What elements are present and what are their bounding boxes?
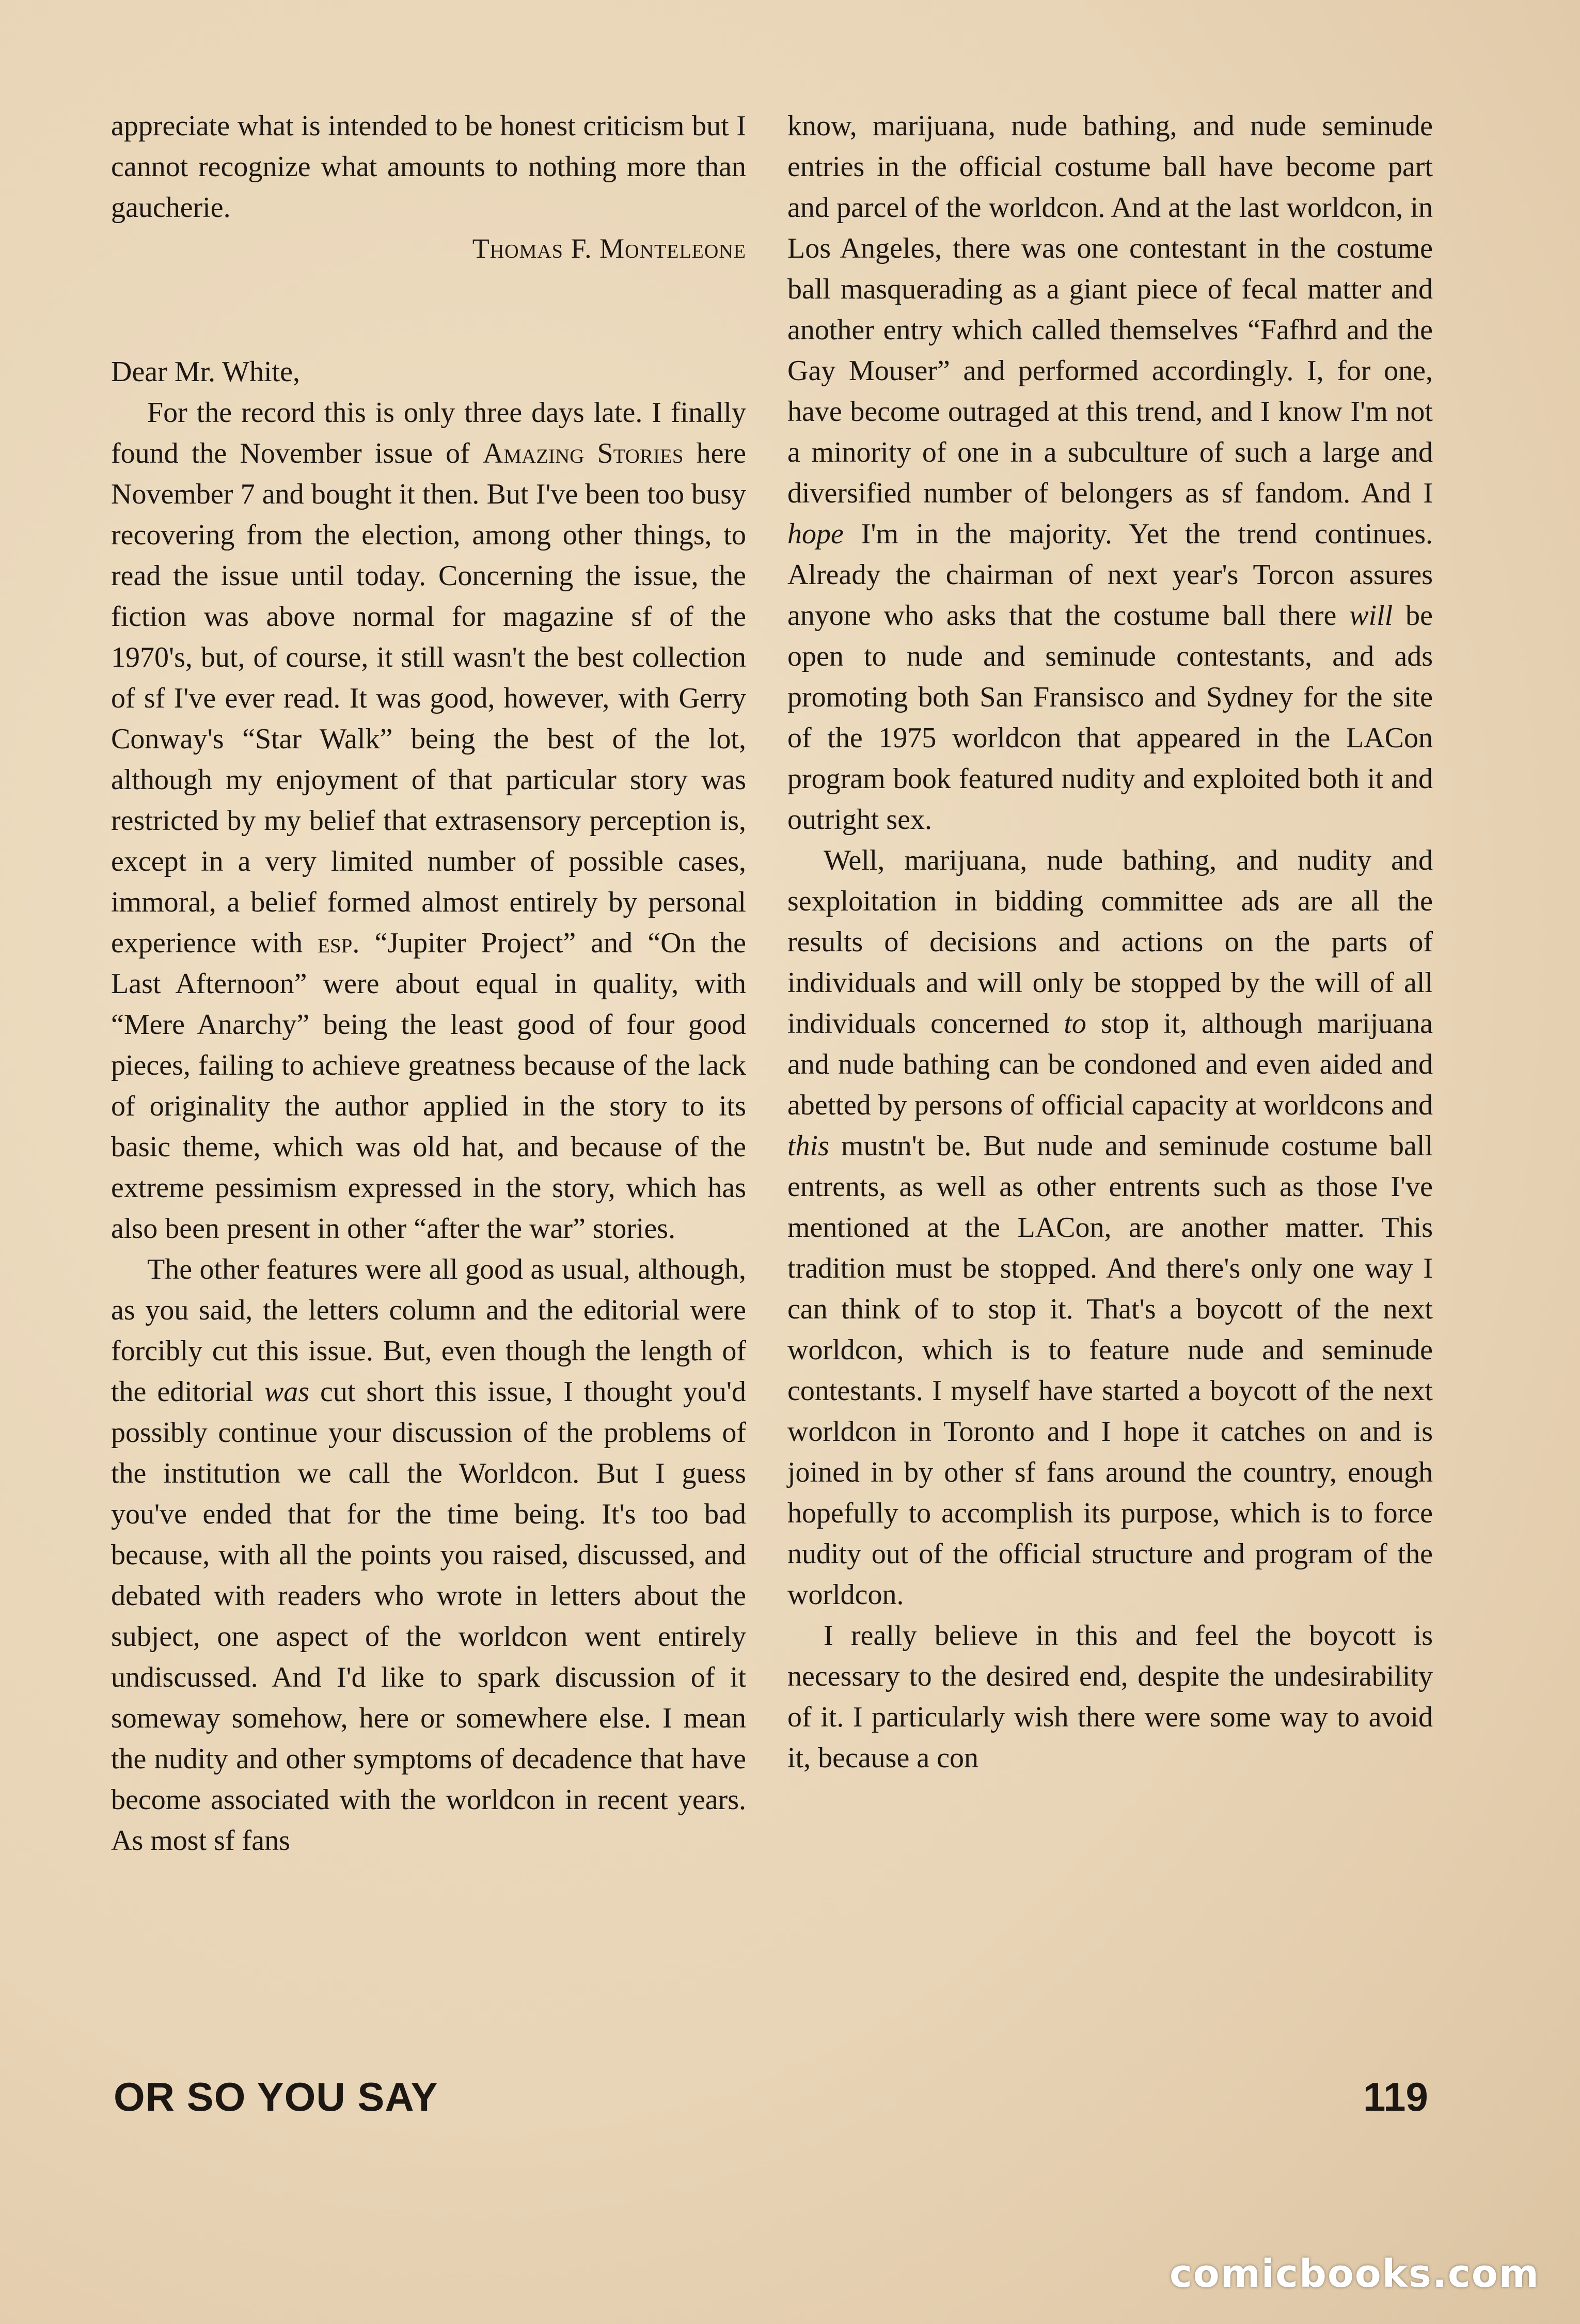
letter-paragraph: For the record this is only three days late. I finally found the November issue of Amazing Stories here November 7 and bought it then. But I've been too busy recovering from the election, among other things, to read the issue until today. Concerning the issue, the fiction was above normal for magazine sf of the 1970's, but, of course, it still wasn't the best collection of sf I've ever read. It was good, however, with Gerry Conway's “Star Walk” being the best of the lot, although my enjoyment of that particular story was restricted by my belief that extrasensory perception is, except in a very limited number of possible cases, immoral, a belief formed almost entirely by personal experience with esp. “Jupiter Project” and “On the Last Afternoon” were about equal in quality, with “Mere Anarchy” being the least good of four good pieces, failing to achieve greatness because of the lack of originality the author applied in the story to its basic theme, which was old hat, and because of the extreme pessimism expressed in the story, which has also been present in other “after the war” stories. xyxy=(111,397,746,1245)
page-number: 119 xyxy=(1363,2074,1428,2119)
letter-paragraph: I really believe in this and feel the boycott is necessary to the desired end, despite the undesirability of it. I particularly wish there were some way to avoid it, because a con xyxy=(787,1620,1433,1774)
letter-paragraph: know, marijuana, nude bathing, and nude seminude entries in the official costume ball have become part and parcel of the worldcon. And at the last worldcon, in Los Angeles, there was one contestant in the costume ball masquerading as a giant piece of fecal matter and another entry which called themselves “Fafhrd and the Gay Mouser” and performed accordingly. I, for one, have become outraged at this trend, and I know I'm not a minority of one in a subculture of such a large and diversified number of belongers as sf fandom. And I hope I'm in the majority. Yet the trend continues. Already the chairman of next year's Torcon assures anyone who asks that the costume ball there will be open to nude and seminude contestants, and ads promoting both San Fransisco and Sydney for the site of the 1975 worldcon that appeared in the LACon program book featured nudity and exploited both it and outright sex. xyxy=(787,110,1433,836)
watermark: comicbooks.com xyxy=(1170,2252,1540,2296)
magazine-title: Amazing Stories xyxy=(482,437,684,469)
esp-abbreviation: esp xyxy=(318,927,353,959)
salutation: Dear Mr. White, xyxy=(111,356,300,388)
section-title: OR SO YOU SAY xyxy=(114,2074,438,2119)
left-column xyxy=(111,106,746,1861)
right-column xyxy=(787,106,1433,1779)
letter-paragraph: The other features were all good as usual, although, as you said, the letters column and the editorial were forcibly cut this issue. But, even though the length of the editorial was cut short this issue, I thought you'd possibly continue your discussion of the problems of the institution we call the Worldcon. But I guess you've ended that for the time being. It's too bad because, with all the points you raised, discussed, and debated with readers who wrote in letters about the subject, one aspect of the worldcon went entirely undiscussed. And I'd like to spark discussion of it someway somehow, here or somewhere else. I mean the nudity and other symptoms of decadence that have become associated with the worldcon in recent years. As most sf fans xyxy=(111,1253,746,1857)
letter-paragraph: Well, marijuana, nude bathing, and nudity and sexploitation in bidding committee ads are all the results of decisions and actions on the parts of individuals and will only be stopped by the will of all individuals concerned to stop it, although marijuana and nude bathing can be condoned and even aided and abetted by persons of official capacity at worldcons and this mustn't be. But nude and seminude costume ball entrents, as well as other entrents such as those I've mentioned at the LACon, are another matter. This tradition must be stopped. And there's only one way I can think of to stop it. That's a boycott of the next worldcon, which is to feature nude and seminude contestants. I myself have started a boycott of the next worldcon in Toronto and I hope it catches on and is joined in by other sf fans around the country, enough hopefully to accomplish its purpose, which is to force nudity out of the official structure and program of the worldcon. xyxy=(787,844,1433,1611)
opening-paragraph: appreciate what is intended to be honest criticism but I cannot recognize what amounts to nothing more than gaucherie. xyxy=(111,110,746,224)
letter-signature: Thomas F. Monteleone xyxy=(472,233,746,264)
